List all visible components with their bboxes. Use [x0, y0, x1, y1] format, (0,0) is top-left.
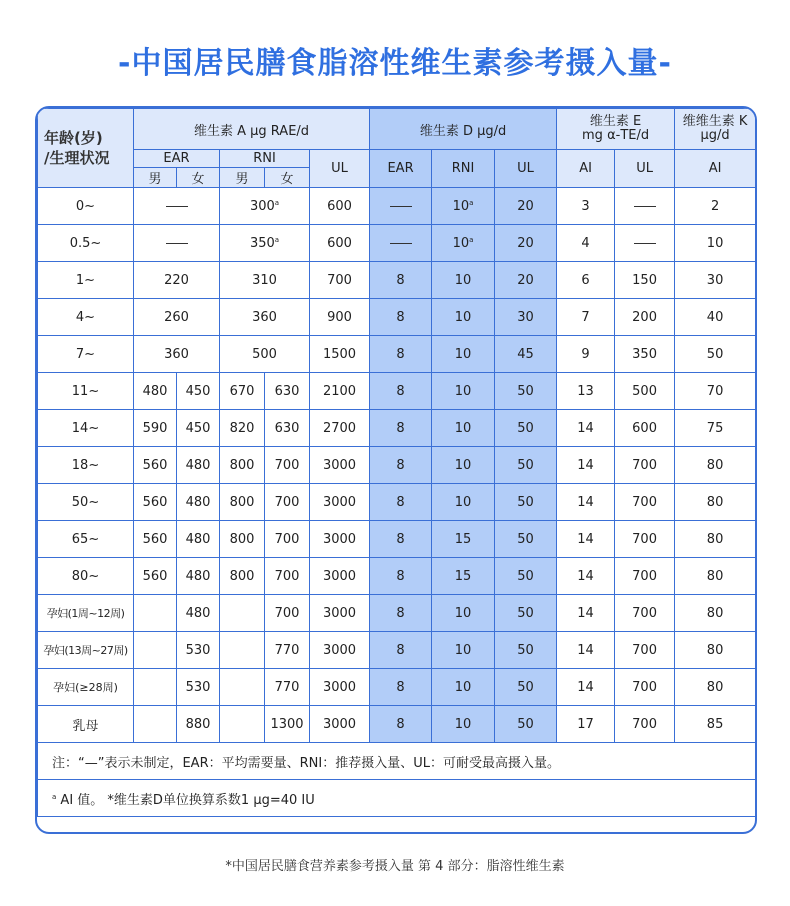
vit-a-rni-male-cell: 820 [220, 410, 265, 447]
vit-a-rni-male-cell: 800 [220, 484, 265, 521]
table-row [38, 299, 756, 336]
vit-a-ear-male-cell [134, 595, 177, 632]
vit-a-ear-male-cell [134, 669, 177, 706]
vit-a-rni-female-cell: 630 [265, 410, 310, 447]
vit-e-ai-cell: 7 [557, 299, 615, 336]
vit-d-ear-cell: 8 [370, 558, 432, 595]
age-cell: 65~ [38, 521, 134, 558]
vit-d-rni-cell: 10 [432, 595, 495, 632]
vit-e-ul-cell: 600 [615, 410, 675, 447]
vit-a-ear-male-cell: 560 [134, 558, 177, 595]
vit-d-rni-cell: 10 [432, 336, 495, 373]
age-cell: 50~ [38, 484, 134, 521]
vit-a-ear-cell [134, 225, 220, 262]
vit-e-ul-cell: 700 [615, 484, 675, 521]
vit-a-rni-cell: 360 [220, 299, 310, 336]
vitamin-d-rni-header: RNI [432, 150, 495, 188]
vit-e-ul-cell: 700 [615, 595, 675, 632]
vit-a-ear-female-cell: 530 [177, 669, 220, 706]
vit-a-ear-female-cell: 450 [177, 410, 220, 447]
vit-d-ear-cell: 8 [370, 410, 432, 447]
vit-e-ai-cell: 14 [557, 521, 615, 558]
nutrient-table [37, 108, 756, 817]
vit-d-ul-cell: 20 [495, 262, 557, 299]
table-row [38, 262, 756, 299]
vitamin-d-ul-header: UL [495, 150, 557, 188]
vit-e-ai-cell: 9 [557, 336, 615, 373]
vit-d-ear-cell: 8 [370, 299, 432, 336]
dash-mark [390, 243, 412, 244]
vit-d-ul-cell: 20 [495, 225, 557, 262]
vit-d-ul-cell: 50 [495, 410, 557, 447]
ear-female-header: 女 [177, 168, 220, 188]
vitamin-d-ear-header: EAR [370, 150, 432, 188]
vit-a-rni-female-cell: 700 [265, 558, 310, 595]
table-row [38, 373, 756, 410]
vit-a-rni-cell: 500 [220, 336, 310, 373]
vit-k-ai-cell: 80 [675, 595, 756, 632]
vit-a-ear-male-cell: 560 [134, 521, 177, 558]
vit-a-ul-cell: 3000 [310, 558, 370, 595]
rni-male-header: 男 [220, 168, 265, 188]
vit-k-ai-cell: 10 [675, 225, 756, 262]
vit-d-ear-cell: 8 [370, 262, 432, 299]
vit-d-rni-cell: 10 [432, 410, 495, 447]
vit-e-ul-cell: 700 [615, 447, 675, 484]
vit-a-ul-cell: 3000 [310, 521, 370, 558]
vit-a-ear-male-cell [134, 706, 177, 743]
vitamin-a-header: 维生素 A μg RAE/d [134, 109, 370, 150]
table-row [38, 632, 756, 669]
vit-e-ul-cell [615, 225, 675, 262]
table-row [38, 595, 756, 632]
vit-d-ear-cell: 8 [370, 336, 432, 373]
ear-male-header: 男 [134, 168, 177, 188]
vit-e-ul-cell: 700 [615, 558, 675, 595]
vit-a-ul-cell: 600 [310, 188, 370, 225]
vit-d-ul-cell: 50 [495, 447, 557, 484]
vit-d-ear-cell: 8 [370, 521, 432, 558]
age-cell: 7~ [38, 336, 134, 373]
vit-d-ul-cell: 50 [495, 558, 557, 595]
vit-d-ear-cell: 8 [370, 447, 432, 484]
vit-d-ear-cell: 8 [370, 632, 432, 669]
vit-d-rni-cell: 10$^a$ [432, 225, 495, 262]
age-cell: 11~ [38, 373, 134, 410]
vit-e-ai-cell: 14 [557, 447, 615, 484]
vit-a-rni-female-cell: 770 [265, 669, 310, 706]
vit-a-rni-male-cell [220, 669, 265, 706]
age-cell: 14~ [38, 410, 134, 447]
vit-a-rni-male-cell [220, 595, 265, 632]
vit-d-ear-cell: 8 [370, 669, 432, 706]
vit-a-rni-female-cell: 700 [265, 447, 310, 484]
vit-a-rni-female-cell: 770 [265, 632, 310, 669]
vit-e-ai-cell: 14 [557, 558, 615, 595]
vit-k-ai-cell: 80 [675, 447, 756, 484]
vit-d-rni-cell: 10 [432, 447, 495, 484]
vit-a-ear-male-cell [134, 632, 177, 669]
table-row [38, 706, 756, 743]
table-note-ai: $^a$ AI 值。 *维生素D单位换算系数1 μg=40 IU [38, 780, 756, 817]
page-title: -中国居民膳食脂溶性维生素参考摄入量- [118, 46, 672, 81]
vit-a-ear-cell [134, 188, 220, 225]
vit-a-ear-female-cell: 880 [177, 706, 220, 743]
age-cell: 0.5~ [38, 225, 134, 262]
vit-a-rni-cell: 350$^a$ [220, 225, 310, 262]
vit-a-ear-female-cell: 450 [177, 373, 220, 410]
vit-d-ul-cell: 50 [495, 632, 557, 669]
vit-a-rni-female-cell: 700 [265, 484, 310, 521]
vit-e-ul-cell: 150 [615, 262, 675, 299]
vit-d-rni-cell: 15 [432, 558, 495, 595]
vit-a-rni-male-cell: 670 [220, 373, 265, 410]
vit-a-rni-female-cell: 700 [265, 595, 310, 632]
vit-e-ul-cell: 200 [615, 299, 675, 336]
vit-a-ul-cell: 600 [310, 225, 370, 262]
vit-e-ai-cell: 13 [557, 373, 615, 410]
vit-e-ai-cell: 14 [557, 484, 615, 521]
vit-e-ul-cell [615, 188, 675, 225]
vit-a-ul-cell: 3000 [310, 447, 370, 484]
vit-e-ul-cell: 350 [615, 336, 675, 373]
vit-d-ul-cell: 50 [495, 484, 557, 521]
vit-e-ai-cell: 17 [557, 706, 615, 743]
vit-e-ai-cell: 14 [557, 595, 615, 632]
vit-e-ul-cell: 500 [615, 373, 675, 410]
vit-a-ear-male-cell: 560 [134, 484, 177, 521]
vitamin-d-header: 维生素 D μg/d [370, 109, 557, 150]
vit-d-rni-cell: 10 [432, 299, 495, 336]
age-cell: 孕妇(1周~12周) [38, 595, 134, 632]
vit-a-rni-cell: 310 [220, 262, 310, 299]
vit-a-rni-female-cell: 1300 [265, 706, 310, 743]
vit-d-rni-cell: 10 [432, 373, 495, 410]
vit-a-ul-cell: 1500 [310, 336, 370, 373]
vitamin-k-ai-header: AI [675, 150, 756, 188]
vitamin-e-ai-header: AI [557, 150, 615, 188]
vit-k-ai-cell: 75 [675, 410, 756, 447]
vit-e-ai-cell: 14 [557, 410, 615, 447]
nutrient-table-frame [35, 106, 757, 834]
age-cell: 1~ [38, 262, 134, 299]
vit-a-rni-male-cell [220, 706, 265, 743]
vit-k-ai-cell: 80 [675, 669, 756, 706]
vit-e-ai-cell: 3 [557, 188, 615, 225]
vit-e-ul-cell: 700 [615, 706, 675, 743]
table-note-definitions: 注：“—”表示未制定，EAR：平均需要量、RNI：推荐摄入量、UL：可耐受最高摄入量。 [38, 743, 756, 780]
vit-a-ul-cell: 2700 [310, 410, 370, 447]
vit-a-rni-male-cell: 800 [220, 558, 265, 595]
dash-mark [166, 243, 188, 244]
vit-e-ai-cell: 14 [557, 669, 615, 706]
vit-k-ai-cell: 40 [675, 299, 756, 336]
vit-d-ul-cell: 30 [495, 299, 557, 336]
table-row [38, 410, 756, 447]
table-row [38, 484, 756, 521]
vit-a-rni-female-cell: 630 [265, 373, 310, 410]
dash-mark [634, 206, 656, 207]
vit-a-ul-cell: 3000 [310, 632, 370, 669]
vit-a-ul-cell: 700 [310, 262, 370, 299]
vit-a-ear-male-cell: 590 [134, 410, 177, 447]
vit-d-ear-cell [370, 225, 432, 262]
vit-d-rni-cell: 10 [432, 669, 495, 706]
vit-a-ul-cell: 2100 [310, 373, 370, 410]
vit-d-ear-cell [370, 188, 432, 225]
vit-a-ear-cell: 360 [134, 336, 220, 373]
vit-a-ul-cell: 3000 [310, 484, 370, 521]
vit-d-ear-cell: 8 [370, 595, 432, 632]
vit-a-ul-cell: 900 [310, 299, 370, 336]
vit-a-ear-female-cell: 480 [177, 521, 220, 558]
vit-d-ul-cell: 50 [495, 706, 557, 743]
vit-a-ear-female-cell: 480 [177, 484, 220, 521]
vit-k-ai-cell: 2 [675, 188, 756, 225]
vit-d-ear-cell: 8 [370, 484, 432, 521]
rni-female-header: 女 [265, 168, 310, 188]
vit-d-ul-cell: 50 [495, 521, 557, 558]
age-cell: 孕妇(≥28周) [38, 669, 134, 706]
age-cell: 0~ [38, 188, 134, 225]
vit-a-rni-male-cell [220, 632, 265, 669]
dash-mark [634, 243, 656, 244]
vit-a-ear-cell: 220 [134, 262, 220, 299]
vit-d-ul-cell: 50 [495, 669, 557, 706]
vit-d-rni-cell: 10$^a$ [432, 188, 495, 225]
vit-d-rni-cell: 15 [432, 521, 495, 558]
dash-mark [166, 206, 188, 207]
vit-e-ai-cell: 14 [557, 632, 615, 669]
vit-d-ear-cell: 8 [370, 706, 432, 743]
vit-a-ear-female-cell: 480 [177, 595, 220, 632]
table-row [38, 558, 756, 595]
vit-a-ear-female-cell: 480 [177, 447, 220, 484]
age-cell: 18~ [38, 447, 134, 484]
vit-d-ul-cell: 45 [495, 336, 557, 373]
age-cell: 孕妇(13周~27周) [38, 632, 134, 669]
vit-a-ear-cell: 260 [134, 299, 220, 336]
vit-a-ul-cell: 3000 [310, 595, 370, 632]
vit-e-ai-cell: 4 [557, 225, 615, 262]
table-row [38, 188, 756, 225]
vitamin-a-rni-header: RNI [220, 150, 310, 168]
dash-mark [390, 206, 412, 207]
vit-e-ai-cell: 6 [557, 262, 615, 299]
vit-d-rni-cell: 10 [432, 706, 495, 743]
vit-a-ear-male-cell: 560 [134, 447, 177, 484]
vit-d-rni-cell: 10 [432, 262, 495, 299]
table-row [38, 225, 756, 262]
vitamin-k-header: 维维生素 K μg/d [675, 109, 756, 150]
vit-k-ai-cell: 30 [675, 262, 756, 299]
vit-d-ul-cell: 20 [495, 188, 557, 225]
vit-d-ul-cell: 50 [495, 595, 557, 632]
table-row [38, 447, 756, 484]
table-row [38, 669, 756, 706]
vit-e-ul-cell: 700 [615, 521, 675, 558]
vit-k-ai-cell: 80 [675, 484, 756, 521]
vitamin-e-ul-header: UL [615, 150, 675, 188]
vit-a-ear-female-cell: 530 [177, 632, 220, 669]
vit-a-ul-cell: 3000 [310, 669, 370, 706]
vitamin-a-ear-header: EAR [134, 150, 220, 168]
table-row [38, 336, 756, 373]
vit-k-ai-cell: 80 [675, 632, 756, 669]
vitamin-a-ul-header: UL [310, 150, 370, 188]
vit-a-rni-cell: 300$^a$ [220, 188, 310, 225]
age-column-header: 年龄(岁) /生理状况 [38, 109, 134, 188]
vit-k-ai-cell: 80 [675, 521, 756, 558]
vit-e-ul-cell: 700 [615, 669, 675, 706]
vit-e-ul-cell: 700 [615, 632, 675, 669]
vit-d-ear-cell: 8 [370, 373, 432, 410]
vit-a-rni-female-cell: 700 [265, 521, 310, 558]
table-row [38, 521, 756, 558]
vit-d-rni-cell: 10 [432, 484, 495, 521]
vitamin-e-header: 维生素 E mg α-TE/d [557, 109, 675, 150]
vit-a-ul-cell: 3000 [310, 706, 370, 743]
vit-k-ai-cell: 50 [675, 336, 756, 373]
vit-d-rni-cell: 10 [432, 632, 495, 669]
vit-k-ai-cell: 85 [675, 706, 756, 743]
vit-a-ear-male-cell: 480 [134, 373, 177, 410]
age-cell: 4~ [38, 299, 134, 336]
vit-a-rni-male-cell: 800 [220, 521, 265, 558]
source-footnote: *中国居民膳食营养素参考摄入量 第 4 部分：脂溶性维生素 [225, 859, 565, 874]
vit-d-ul-cell: 50 [495, 373, 557, 410]
age-cell: 80~ [38, 558, 134, 595]
vit-a-rni-male-cell: 800 [220, 447, 265, 484]
vit-a-ear-female-cell: 480 [177, 558, 220, 595]
vit-k-ai-cell: 80 [675, 558, 756, 595]
age-cell: 乳母 [38, 706, 134, 743]
vit-k-ai-cell: 70 [675, 373, 756, 410]
